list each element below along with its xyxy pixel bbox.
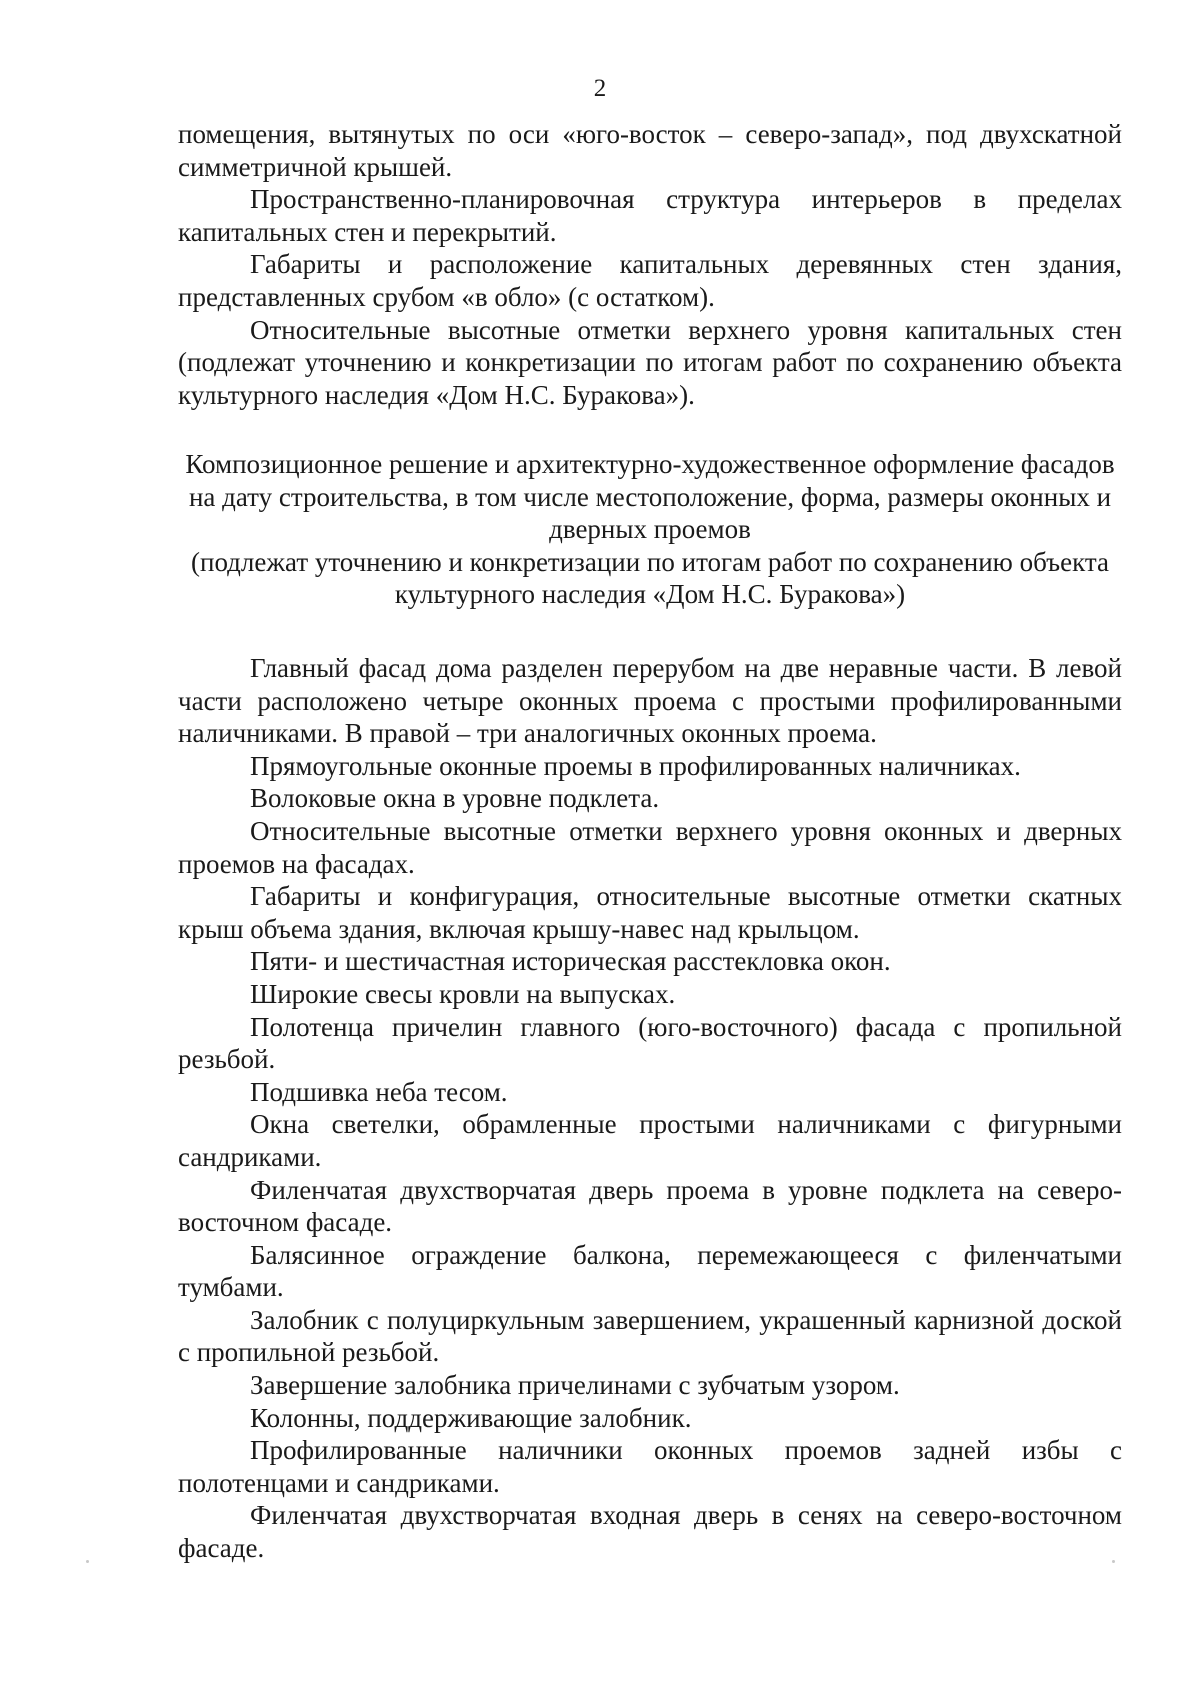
facade-paragraph-6: Пяти- и шестичастная историческая расстекловка окон. [250, 946, 891, 977]
facade-paragraph-7: Широкие свесы кровли на выпусках. [250, 978, 676, 1009]
facade-paragraph-13: Залобник с полуциркульным завершением, украшенный карнизной доской с пропильной резьбой. [178, 1304, 1122, 1368]
page-number: 2 [593, 75, 607, 102]
facade-paragraph-1: Главный фасад дома разделен перерубом на две неравные части. В левой части расположено четыре оконных проема с простыми профилированными наличниками. В правой – три аналогичных оконных проема. [178, 653, 1122, 749]
scan-speck [86, 1560, 89, 1563]
facade-paragraph-10: Окна светелки, обрамленные простыми наличниками с фигурными сандриками. [178, 1109, 1122, 1172]
facade-section [178, 652, 1122, 1565]
intro-paragraph-1: помещения, вытянутых по оси «юго-восток – северо-запад», под двухскатной симметричной крышей. [178, 119, 1122, 182]
facade-paragraph-4: Относительные высотные отметки верхнего уровня оконных и дверных проемов на фасадах. [178, 815, 1122, 879]
facade-paragraph-9: Подшивка неба тесом. [250, 1076, 508, 1107]
scan-speck [1112, 1560, 1115, 1563]
facade-paragraph-3: Волоковые окна в уровне подклета. [250, 783, 660, 814]
facade-paragraph-14: Завершение залобника причелинами с зубчатым узором. [250, 1370, 900, 1401]
intro-paragraph-2: Пространственно-планировочная структура интерьеров в пределах капитальных стен и перекрытий. [178, 184, 1122, 247]
section-heading-title: Композиционное решение и архитектурно-художественное оформление фасадов на дату строительства, в том числе местоположение, форма, размеры оконных и дверных проемов [185, 449, 1115, 545]
section-heading [178, 448, 1122, 611]
facade-paragraph-5: Габариты и конфигурация, относительные высотные отметки скатных крыш объема здания, включая крышу-навес над крыльцом. [178, 881, 1122, 944]
facade-paragraph-17: Филенчатая двухстворчатая входная дверь в сенях на северо-восточном фасаде. [178, 1500, 1122, 1564]
facade-paragraph-16: Профилированные наличники оконных проемов задней избы с полотенцами и сандриками. [178, 1435, 1122, 1498]
facade-paragraph-11: Филенчатая двухстворчатая дверь проема в уровне подклета на северо-восточном фасаде. [178, 1174, 1122, 1238]
intro-paragraph-3: Габариты и расположение капитальных деревянных стен здания, представленных срубом «в обло» (с остатком). [178, 249, 1122, 312]
intro-paragraph-4: Относительные высотные отметки верхнего уровня капитальных стен (подлежат уточнению и конкретизации по итогам работ по сохранению объекта культурного наследия «Дом Н.С. Буракова»). [178, 314, 1122, 410]
section-heading-note: (подлежат уточнению и конкретизации по итогам работ по сохранению объекта культурного наследия «Дом Н.С. Буракова») [191, 546, 1109, 610]
intro-section [178, 118, 1122, 411]
facade-paragraph-2: Прямоугольные оконные проемы в профилированных наличниках. [250, 750, 1021, 781]
facade-paragraph-12: Балясинное ограждение балкона, перемежающееся с филенчатыми тумбами. [178, 1239, 1122, 1303]
facade-paragraph-8: Полотенца причелин главного (юго-восточного) фасада с пропильной резьбой. [178, 1011, 1122, 1075]
facade-paragraph-15: Колонны, поддерживающие залобник. [250, 1402, 692, 1433]
